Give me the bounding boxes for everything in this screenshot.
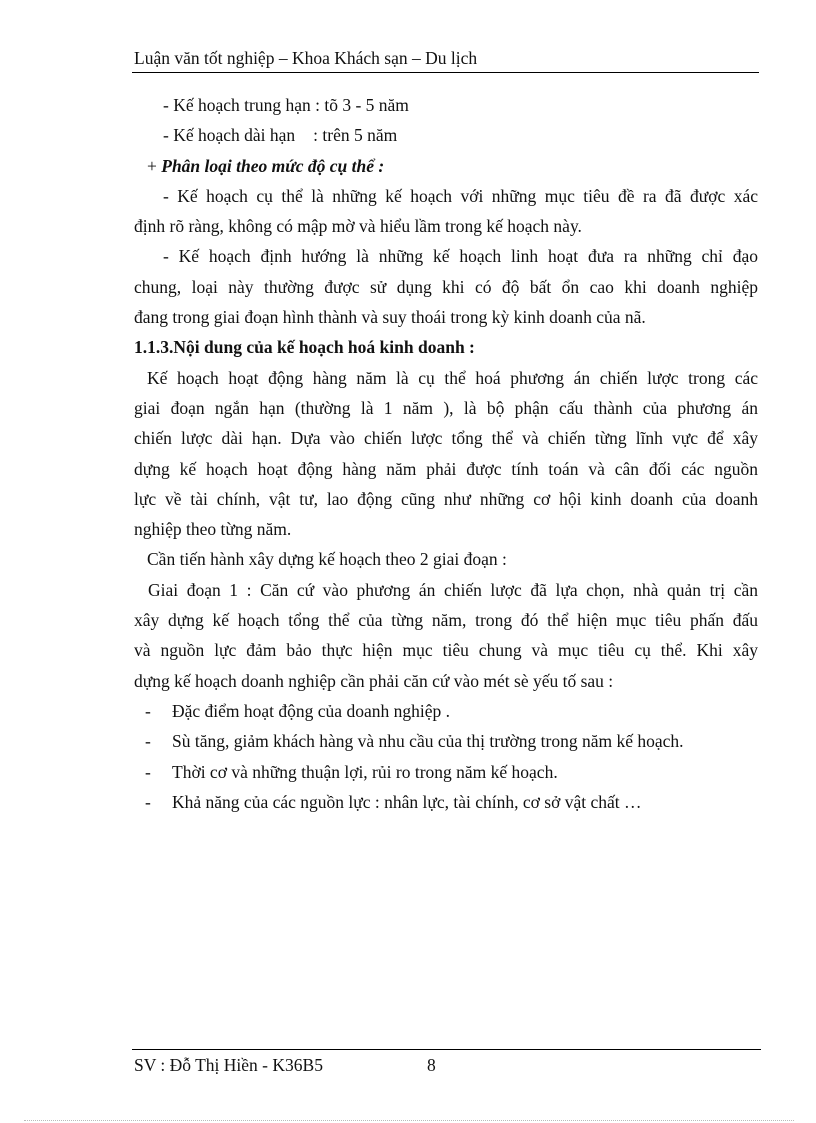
paragraph-line: Kế hoạch hoạt động hàng năm là cụ thể hoá phương án chiến lược trong các bbox=[147, 367, 758, 388]
list-dash: - bbox=[145, 761, 151, 782]
footer-divider bbox=[132, 1049, 761, 1050]
list-item-text: Đặc điểm hoạt động của doanh nghiệp . bbox=[172, 700, 450, 721]
page-edge-dotted-line bbox=[24, 1120, 794, 1121]
list-item-text: Sù tăng, giảm khách hàng và nhu cầu của thị trường trong năm kế hoạch. bbox=[172, 731, 684, 752]
list-item bbox=[134, 696, 758, 726]
paragraph-line: và nguồn lực đảm bảo thực hiện mục tiêu chung và mục tiêu cụ thể. Khi xây bbox=[134, 640, 758, 661]
paragraph-line: Giai đoạn 1 : Căn cứ vào phương án chiến lược đã lựa chọn, nhà quản trị cần bbox=[148, 579, 758, 600]
header-divider bbox=[132, 72, 759, 73]
footer-author: SV : Đỗ Thị Hiền - K36B5 bbox=[134, 1055, 323, 1075]
paragraph-line: chiến lược dài hạn. Dựa vào chiến lược tổng thể và chiến từng lĩnh vực để xây bbox=[134, 428, 758, 449]
paragraph-line: đang trong giai đoạn hình thành và suy thoái trong kỳ kinh doanh của nã. bbox=[134, 307, 646, 328]
subheading-text: Phân loại theo mức độ cụ thể : bbox=[161, 155, 385, 176]
long-term-label: - Kế hoạch dài hạn bbox=[163, 125, 296, 146]
section-heading: 1.1.3.Nội dung của kế hoạch hoá kinh doanh : bbox=[134, 337, 475, 358]
paragraph-line: dựng kế hoạch doanh nghiệp cần phải căn cứ vào mét sè yếu tố sau : bbox=[134, 670, 614, 691]
subheading-bullet: + bbox=[147, 155, 162, 176]
page-number: 8 bbox=[427, 1055, 436, 1075]
paragraph-line: chung, loại này thường được sử dụng khi có độ bất ổn cao khi doanh nghiệp bbox=[134, 276, 758, 297]
paragraph-long-term bbox=[134, 120, 758, 150]
list-dash: - bbox=[145, 791, 151, 812]
running-header: Luận văn tốt nghiệp – Khoa Khách sạn – Du lịch bbox=[134, 48, 478, 68]
list-dash: - bbox=[145, 731, 151, 752]
list-item-text: Thời cơ và những thuận lợi, rủi ro trong năm kế hoạch. bbox=[172, 761, 558, 782]
paragraph-medium-term: - Kế hoạch trung hạn : tõ 3 - 5 năm bbox=[163, 95, 409, 115]
paragraph-line: lực về tài chính, vật tư, lao động cũng như những cơ hội kinh doanh của doanh bbox=[134, 488, 758, 509]
list-item bbox=[134, 787, 758, 817]
list-item bbox=[134, 757, 758, 787]
document-body bbox=[134, 90, 758, 817]
paragraph-line: dựng kế hoạch hoạt động hàng năm phải được tính toán và cân đối các nguồn bbox=[134, 458, 758, 479]
list-item bbox=[134, 726, 758, 756]
paragraph-line: giai đoạn ngắn hạn (thường là 1 năm ), là bộ phận cấu thành của phương án bbox=[134, 397, 758, 418]
paragraph-line: Cần tiến hành xây dựng kế hoạch theo 2 giai đoạn : bbox=[147, 549, 507, 570]
subheading-classification bbox=[134, 151, 758, 181]
list-dash: - bbox=[145, 700, 151, 721]
paragraph-line: xây dựng kế hoạch tổng thể của từng năm, trong đó thể hiện mục tiêu phấn đấu bbox=[134, 610, 758, 631]
long-term-value: : trên 5 năm bbox=[313, 125, 398, 146]
paragraph-line: định rõ ràng, không có mập mờ và hiểu lầm trong kế hoạch này. bbox=[134, 216, 582, 237]
paragraph-line: - Kế hoạch định hướng là những kế hoạch linh hoạt đưa ra những chỉ đạo bbox=[163, 246, 758, 267]
list-item-text: Khả năng của các nguồn lực : nhân lực, tài chính, cơ sở vật chất … bbox=[172, 791, 642, 812]
paragraph-line: - Kế hoạch cụ thể là những kế hoạch với những mục tiêu đề ra đã được xác bbox=[163, 185, 758, 206]
paragraph-line: nghiệp theo từng năm. bbox=[134, 519, 292, 540]
